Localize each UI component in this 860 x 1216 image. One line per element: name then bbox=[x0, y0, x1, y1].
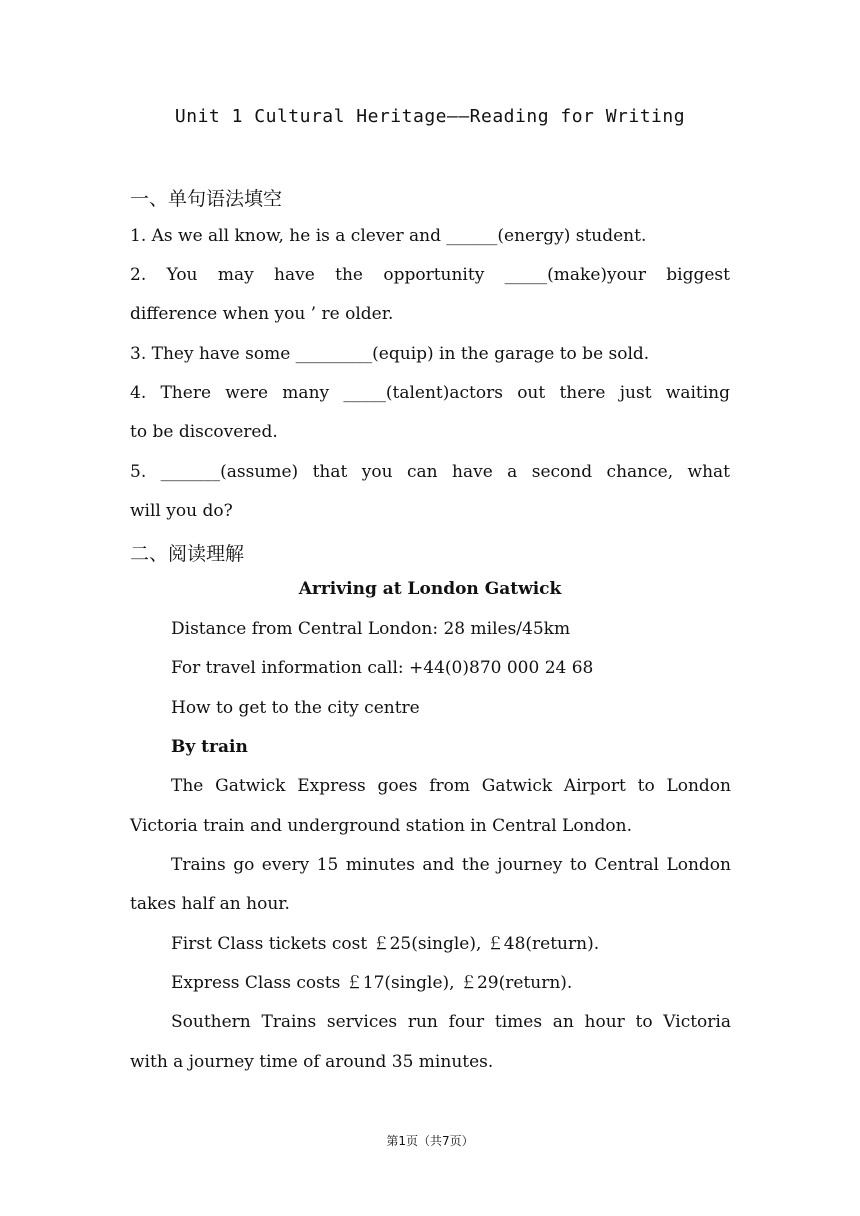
section-heading-grammar: 一、单句语法填空 bbox=[130, 188, 283, 210]
passage-line: The Gatwick Express goes from Gatwick Airport to London bbox=[171, 776, 731, 796]
page-footer: 第1页（共7页） bbox=[386, 1134, 474, 1148]
question-line: to be discovered. bbox=[130, 422, 278, 442]
question-line: 3. They have some _________(equip) in the garage to be sold. bbox=[130, 344, 650, 364]
question-line: difference when you ’ re older. bbox=[130, 304, 394, 324]
document-title: Unit 1 Cultural Heritage——Reading for Writing bbox=[174, 106, 686, 127]
passage-line: Express Class costs ￡17(single), ￡29(return). bbox=[171, 973, 573, 993]
passage-line: Trains go every 15 minutes and the journey to Central London bbox=[171, 855, 731, 875]
passage-title: Arriving at London Gatwick bbox=[298, 579, 562, 599]
passage-line: Southern Trains services run four times an hour to Victoria bbox=[171, 1012, 731, 1032]
passage-line: For travel information call: +44(0)870 000 24 68 bbox=[171, 658, 594, 678]
passage-line: takes half an hour. bbox=[130, 894, 290, 914]
passage-line: First Class tickets cost ￡25(single), ￡48(return). bbox=[171, 934, 600, 954]
passage-line: with a journey time of around 35 minutes. bbox=[130, 1052, 494, 1072]
passage-line: Victoria train and underground station in Central London. bbox=[130, 816, 632, 836]
passage-subheading: By train bbox=[171, 737, 248, 757]
passage-line: Distance from Central London: 28 miles/45km bbox=[171, 619, 571, 639]
question-line: 2. You may have the opportunity _____(make)your biggest bbox=[130, 265, 730, 285]
passage-line: How to get to the city centre bbox=[171, 698, 420, 718]
question-line: will you do? bbox=[130, 501, 233, 521]
question-line: 1. As we all know, he is a clever and ______(energy) student. bbox=[130, 226, 647, 246]
question-line: 4. There were many _____(talent)actors out there just waiting bbox=[130, 383, 730, 403]
question-line: 5. _______(assume) that you can have a second chance, what bbox=[130, 462, 730, 482]
section-heading-reading: 二、阅读理解 bbox=[130, 543, 245, 565]
